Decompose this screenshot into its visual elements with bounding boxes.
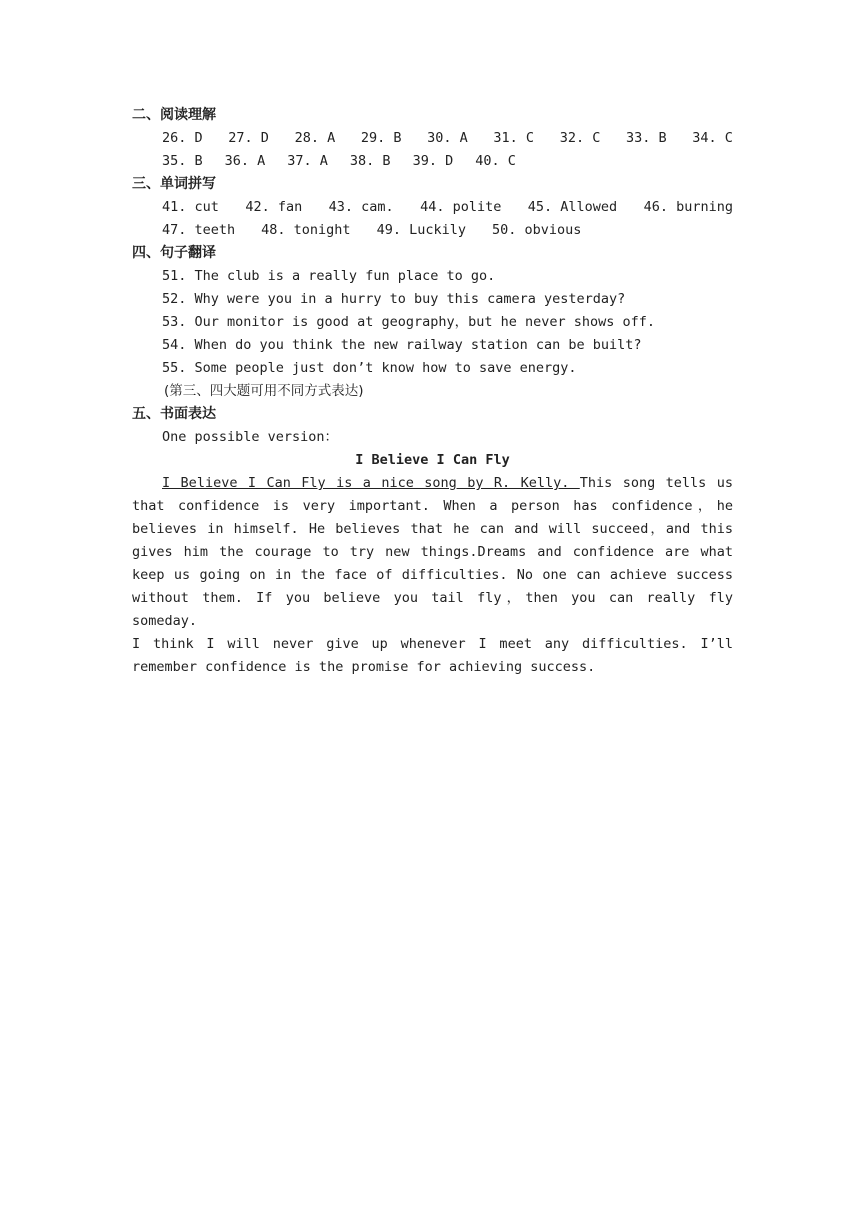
answer-item: 27. D: [228, 130, 269, 146]
essay-paragraph-1-text: This song tells us that confidence is very important. When a person has confidence，he believes in himself. He believes that he can and will succeed，and this gives him the courage to try new things.Dreams and confidence are what keep us going on in the face of difficulties. No one can achieve success without them. If you believe you tail fly，then you can really fly someday.: [132, 475, 733, 629]
translation-line: 53. Our monitor is good at geography，but he never shows off.: [162, 314, 656, 330]
answer-key: [132, 104, 733, 679]
translation-note: (第三、四大题可用不同方式表达): [164, 383, 364, 399]
answer-item: 44. polite: [420, 199, 502, 215]
section-heading-writing: 五、书面表达: [132, 406, 216, 422]
answer-item: 28. A: [294, 130, 336, 146]
translation-line: 54. When do you think the new railway station can be built?: [162, 337, 642, 353]
reading-answers-row-2: [132, 150, 733, 173]
answer-item: 46. burning: [643, 199, 733, 215]
answer-item: 39. D: [412, 153, 454, 169]
answer-item: 32. C: [559, 130, 601, 146]
answer-item: 36. A: [224, 153, 266, 169]
answer-item: 29. B: [360, 130, 402, 146]
answer-item: 35. B: [162, 153, 203, 169]
answer-item: 50. obvious: [491, 222, 582, 238]
answer-item: 47. teeth: [162, 222, 236, 238]
answer-item: 38. B: [349, 153, 391, 169]
answer-item: 31. C: [493, 130, 535, 146]
answer-item: 37. A: [287, 153, 328, 169]
answer-item: 30. A: [427, 130, 468, 146]
section-heading-spelling: 三、单词拼写: [132, 176, 216, 192]
answer-item: 49. Luckily: [376, 222, 466, 238]
writing-intro: One possible version：: [162, 429, 339, 445]
answer-item: 34. C: [692, 130, 733, 146]
answer-item: 26. D: [162, 130, 203, 146]
translation-line: 52. Why were you in a hurry to buy this camera yesterday?: [162, 291, 626, 307]
answer-item: 45. Allowed: [527, 199, 618, 215]
answer-item: 40. C: [475, 153, 516, 169]
answer-item: 43. cam.: [328, 199, 394, 215]
section-heading-reading: 二、阅读理解: [132, 107, 216, 123]
spelling-answers-row-1: [132, 196, 733, 219]
essay-underlined-sentence: I Believe I Can Fly is a nice song by R. Kelly.: [162, 475, 580, 491]
essay-title: I Believe I Can Fly: [355, 452, 510, 468]
translation-line: 55. Some people just don’t know how to save energy.: [162, 360, 577, 376]
reading-answers-row-1: [132, 127, 733, 150]
answer-item: 33. B: [625, 130, 667, 146]
essay-paragraph-2: I think I will never give up whenever I meet any difficulties. I’ll remember confidence is the promise for achieving success.: [132, 636, 733, 675]
section-heading-translation: 四、句子翻译: [132, 245, 216, 261]
translation-line: 51. The club is a really fun place to go.: [162, 268, 496, 284]
answer-item: 41. cut: [162, 199, 219, 215]
spelling-answers-row-2: [132, 219, 733, 242]
essay-paragraph-1: [132, 472, 733, 633]
answer-item: 42. fan: [245, 199, 303, 215]
answer-item: 48. tonight: [261, 222, 351, 238]
